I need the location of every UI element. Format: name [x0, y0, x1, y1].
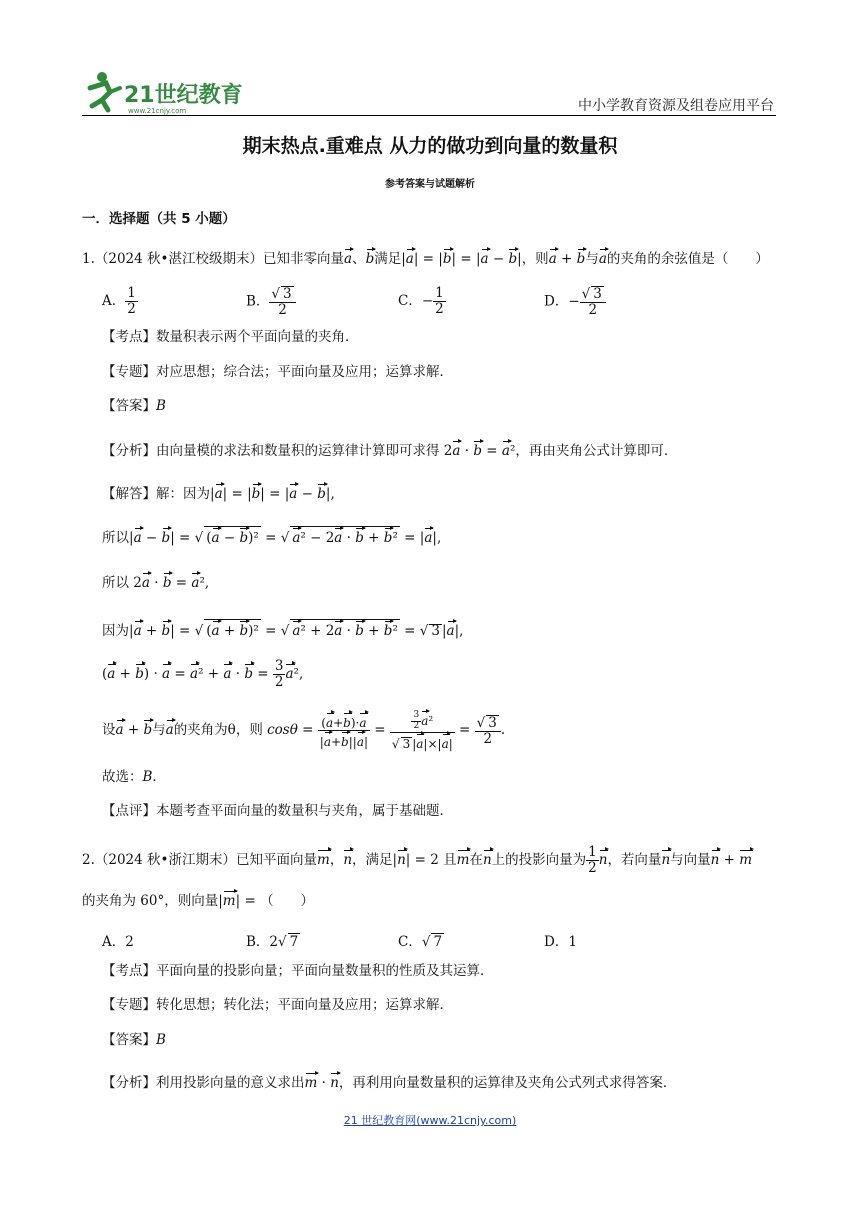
q2-stem: 2.（2024 秋•浙江期末）已知平面向量m，n，满足|n| = 2 且m在n上的投影向量为 $\frac{1}{2}$ n，若向量n与向量n + m: [82, 844, 753, 876]
logo-url: www.21cnjy.com: [128, 107, 187, 115]
runner-icon: [90, 72, 120, 110]
q2-option-a: A．2: [102, 934, 134, 950]
q1-step-5: (a + b) · a = a² + a · b = $\frac{3}{2}$ a²,: [102, 658, 304, 690]
platform-name: 中小学教育资源及组卷应用平台: [578, 98, 774, 114]
q1-option-c: C．− $\frac{1}{2}$: [398, 285, 444, 317]
q1-option-a: A． $\frac{1}{2}$: [102, 285, 136, 317]
logo-text: 21世纪教育: [124, 83, 243, 108]
page-subtitle: 参考答案与试题解析: [385, 179, 475, 190]
q1-option-b: B． $\frac{√ 3}{2}$: [246, 286, 296, 318]
q2-answer: 【答案】B: [102, 1032, 166, 1048]
site-logo: [80, 68, 250, 116]
q1-step-4: 因为|a + b| = √ (a + b)² = √ a² + 2a · b + b² = √ 3 |a|,: [102, 619, 463, 639]
q1-zhuanti: 【专题】对应思想；综合法；平面向量及应用；运算求解．: [102, 364, 453, 380]
q1-fenxi: 【分析】由向量模的求法和数量积的运算律计算即可求得 2a · b = a²，再由夹角公式计算即可．: [102, 440, 677, 459]
header-divider: [82, 115, 776, 116]
q1-dianping: 【点评】本题考查平面向量的数量积与夹角，属于基础题．: [102, 803, 453, 819]
q1-option-d: D．− $\frac{√ 3}{2}$: [544, 286, 606, 318]
q2-option-b: B．2√ 7: [246, 934, 299, 950]
page-title: 期末热点.重难点 从力的做功到向量的数量积: [242, 135, 618, 157]
q2-kaodian: 【考点】平面向量的投影向量；平面向量数量积的性质及其运算．: [102, 963, 494, 979]
q1-step-6: 设a + b与a的夹角为θ，则 cosθ = $\frac{(a+b)\cdot a}{|a+b||a|}$ = $\frac{3}{2}$ a² √ 3 |a|×|a| = $\frac{√ 3}{2}$ .: [102, 710, 506, 751]
q1-jieda: 【解答】解：因为|a| = |b| = |a − b|,: [102, 483, 335, 502]
q1-answer: 【答案】B: [102, 398, 166, 414]
q2-fenxi: 【分析】利用投影向量的意义求出m · n，再利用向量数量积的运算律及夹角公式列式求得答案．: [102, 1072, 676, 1091]
q2-stem-line-2: 的夹角为 60°，则向量|m| = （ ）: [82, 890, 314, 909]
q1-stem: 1.（2024 秋•湛江校级期末）已知非零向量a、b满足|a| = |b| = |a − b|，则a + b与a的夹角的余弦值是（ ）: [82, 248, 769, 267]
footer-link[interactable]: 21 世纪教育网(www.21cnjy.com): [343, 1114, 517, 1127]
q2-option-c: C．√ 7: [398, 934, 443, 950]
q1-step-2: 所以|a − b| = √ (a − b)² = √ a² − 2a · b + b² = |a|,: [102, 526, 441, 546]
section-heading: 一．选择题（共 5 小题）: [82, 211, 236, 227]
q1-guxuan: 故选：B．: [102, 769, 166, 785]
q1-kaodian: 【考点】数量积表示两个平面向量的夹角．: [102, 329, 359, 345]
q2-zhuanti: 【专题】转化思想；转化法；平面向量及应用；运算求解．: [102, 997, 453, 1013]
q1-step-3: 所以 2a · b = a²,: [102, 572, 209, 591]
q2-option-d: D．1: [544, 934, 577, 950]
